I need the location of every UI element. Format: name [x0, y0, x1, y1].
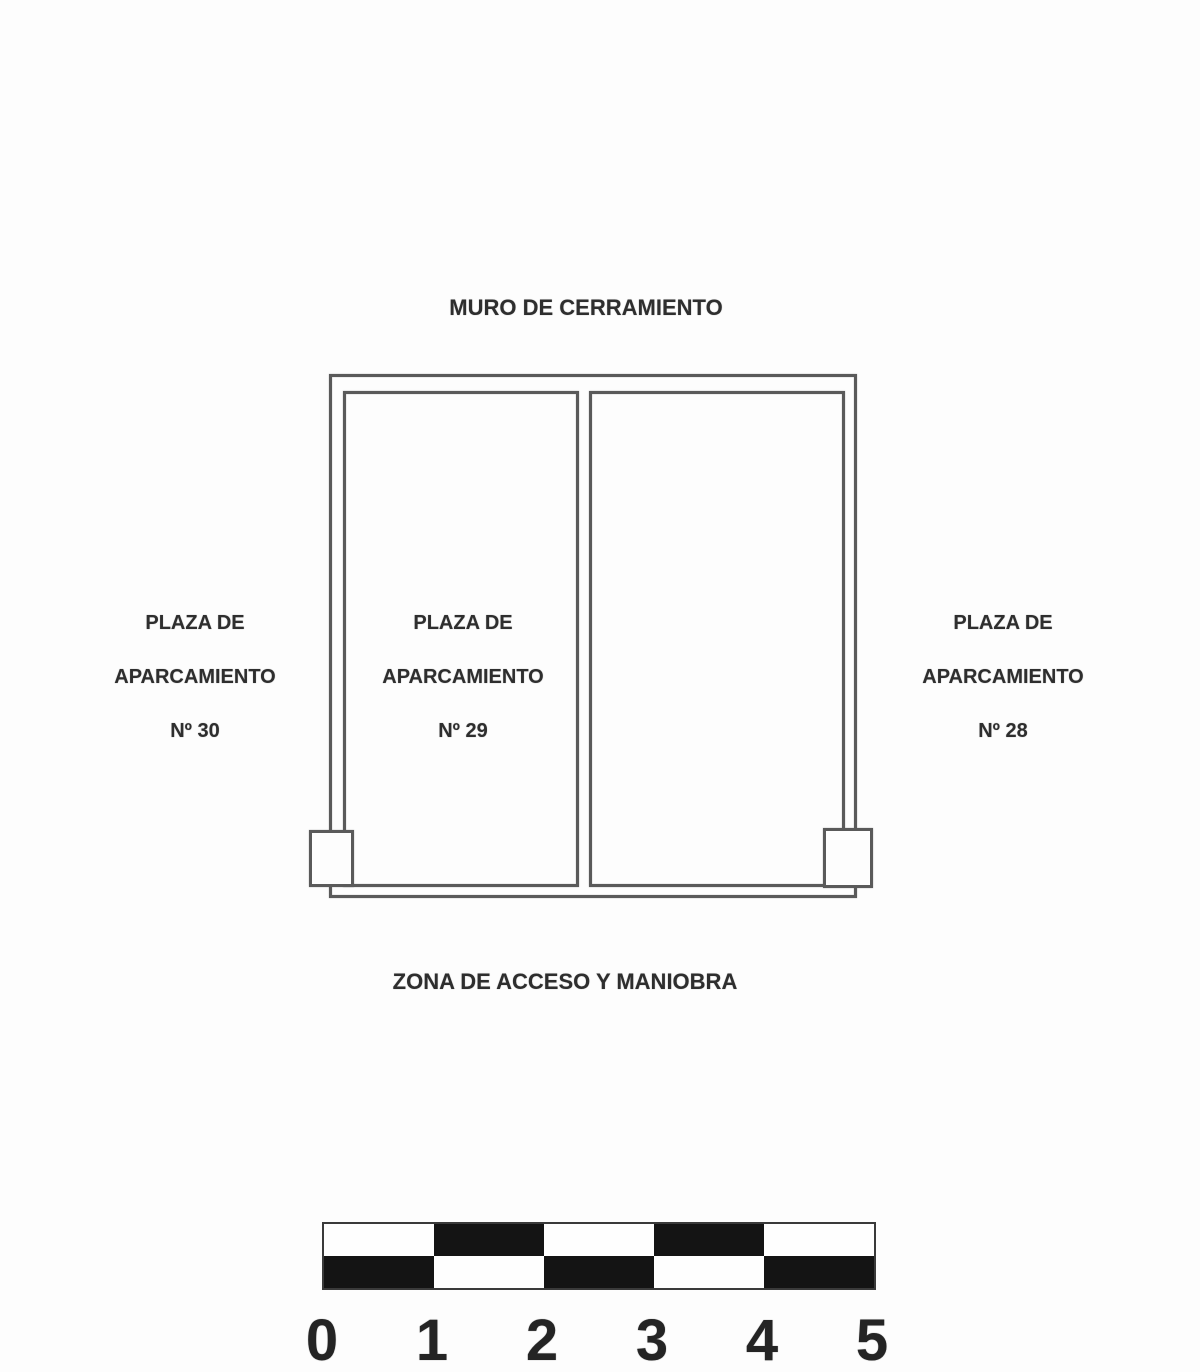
scale-tick-1: 1: [415, 1308, 449, 1372]
scale-bar: [322, 1222, 876, 1290]
label-space-28-line2: APARCAMIENTO: [922, 666, 1084, 688]
scale-tick-4: 4: [745, 1308, 779, 1372]
label-space-29: [333, 583, 593, 772]
label-space-30-line3: Nº 30: [170, 720, 220, 742]
label-space-29-line3: Nº 29: [438, 720, 488, 742]
label-space-28-line1: PLAZA DE: [953, 612, 1053, 634]
scale-tick-5: 5: [855, 1308, 889, 1372]
scale-bar-cell-black: [654, 1224, 764, 1256]
scale-bar-cell-white: [544, 1224, 654, 1256]
label-space-30: [65, 583, 325, 772]
label-space-28: [873, 583, 1133, 772]
scale-tick-3: 3: [635, 1308, 669, 1372]
scale-tick-2: 2: [525, 1308, 559, 1372]
access-zone-label: ZONA DE ACCESO Y MANIOBRA: [392, 969, 738, 994]
scale-tick-0: 0: [305, 1308, 339, 1372]
label-space-30-line1: PLAZA DE: [145, 612, 245, 634]
label-space-28-line3: Nº 28: [978, 720, 1028, 742]
plan-title: MURO DE CERRAMIENTO: [449, 295, 723, 320]
scale-bar-cell-black: [324, 1256, 434, 1288]
label-space-29-line2: APARCAMIENTO: [382, 666, 544, 688]
scale-bar-cell-white: [324, 1224, 434, 1256]
scale-bar-cell-black: [434, 1224, 544, 1256]
pillar-left: [309, 830, 354, 887]
scale-bar-cell-white: [764, 1224, 874, 1256]
pillar-right: [823, 828, 873, 888]
scale-bar-cell-white: [434, 1256, 544, 1288]
label-space-30-line2: APARCAMIENTO: [114, 666, 276, 688]
scale-bar-cell-white: [654, 1256, 764, 1288]
parking-space-28-rect: [589, 391, 845, 887]
scale-bar-cell-black: [544, 1256, 654, 1288]
label-space-29-line1: PLAZA DE: [413, 612, 513, 634]
scale-bar-cell-black: [764, 1256, 874, 1288]
